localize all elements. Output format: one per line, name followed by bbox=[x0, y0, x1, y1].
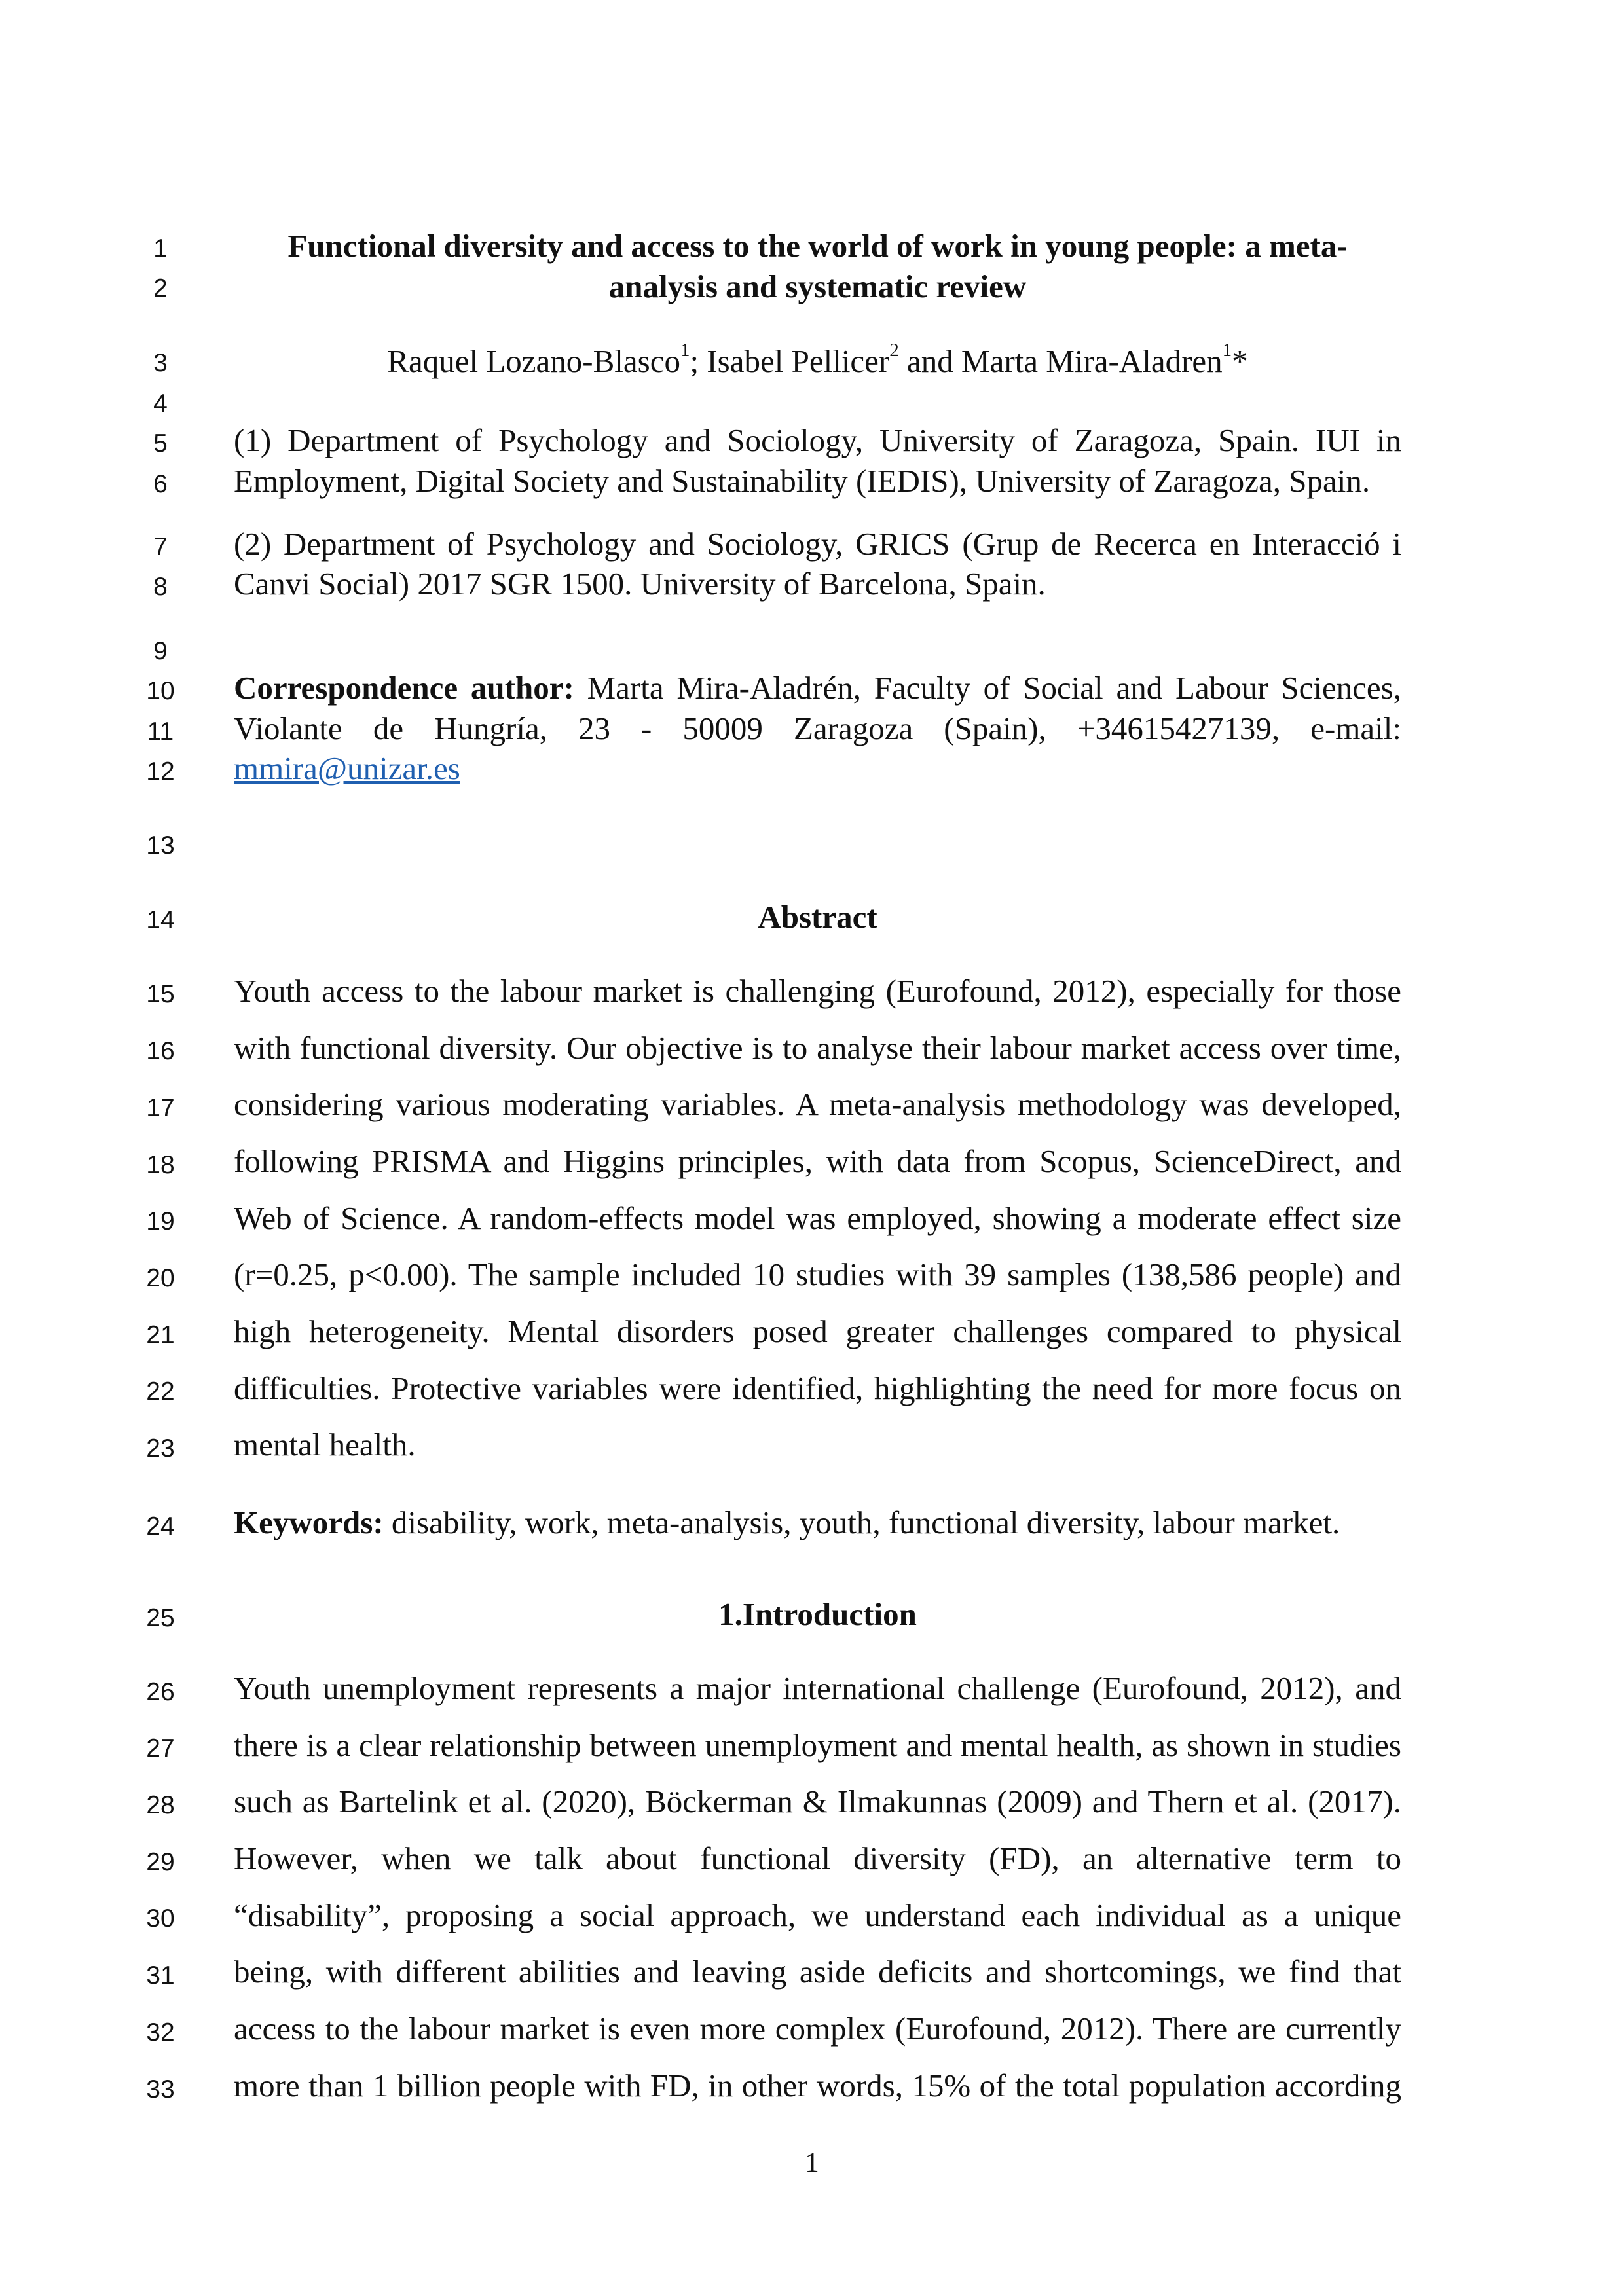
keywords-text: disability, work, meta-analysis, youth, functional diversity, labour market. bbox=[383, 1504, 1340, 1540]
line-number: 27 bbox=[146, 1734, 175, 1762]
body-line: more than 1 billion people with FD, in other words, 15% of the total population according bbox=[234, 2068, 1401, 2104]
abstract-line: Youth access to the labour market is challenging (Eurofound, 2012), especially for those bbox=[234, 973, 1401, 1009]
line-number: 12 bbox=[146, 757, 175, 786]
line-number: 31 bbox=[146, 1961, 175, 1990]
affiliation-marker: 2 bbox=[889, 340, 899, 361]
email-link[interactable]: mmira@unizar.es bbox=[234, 750, 460, 786]
line-number: 15 bbox=[146, 980, 175, 1008]
body-line: being, with different abilities and leaving aside deficits and shortcomings, we find that bbox=[234, 1954, 1401, 1990]
line-number: 11 bbox=[147, 718, 174, 746]
paper-title-line: Functional diversity and access to the world of work in young people: a meta- bbox=[287, 228, 1348, 264]
correspondence-line bbox=[234, 752, 1401, 784]
line-number: 24 bbox=[146, 1512, 175, 1540]
affiliation-line: Canvi Social) 2017 SGR 1500. University of Barcelona, Spain. bbox=[234, 566, 1046, 602]
author-name: Raquel Lozano-Blasco bbox=[387, 343, 680, 379]
abstract-line: Web of Science. A random-effects model was employed, showing a moderate effect size bbox=[234, 1200, 1401, 1236]
line-number: 8 bbox=[153, 573, 168, 601]
line-number: 29 bbox=[146, 1848, 175, 1876]
keywords-label: Keywords: bbox=[234, 1504, 384, 1540]
author-name: and Marta Mira-Aladren bbox=[898, 343, 1223, 379]
body-line: access to the labour market is even more complex (Eurofound, 2012). There are currently bbox=[234, 2011, 1401, 2047]
line-number: 18 bbox=[146, 1151, 175, 1179]
line-number: 33 bbox=[146, 2075, 175, 2104]
affiliation-line: (1) Department of Psychology and Sociology, University of Zaragoza, Spain. IUI in bbox=[234, 422, 1401, 458]
abstract-line: mental health. bbox=[234, 1427, 416, 1463]
line-number: 3 bbox=[153, 349, 168, 377]
line-number: 21 bbox=[146, 1321, 175, 1349]
keywords-line bbox=[234, 1506, 1401, 1539]
abstract-line: with functional diversity. Our objective is to analyse their labour market access over time, bbox=[234, 1030, 1401, 1066]
author-list bbox=[234, 340, 1401, 379]
author-name: ; Isabel Pellicer bbox=[690, 343, 890, 379]
abstract-line: following PRISMA and Higgins principles, with data from Scopus, ScienceDirect, and bbox=[234, 1143, 1401, 1179]
paper-title-line: analysis and systematic review bbox=[608, 268, 1027, 304]
line-number: 9 bbox=[153, 637, 168, 665]
affiliation-marker: 1 bbox=[680, 340, 690, 361]
correspondence-label: Correspondence author: bbox=[234, 670, 574, 706]
line-number: 17 bbox=[146, 1094, 175, 1122]
line-number: 10 bbox=[146, 677, 175, 705]
line-number: 1 bbox=[153, 234, 168, 263]
abstract-heading: Abstract bbox=[758, 899, 877, 935]
line-number: 30 bbox=[146, 1904, 175, 1933]
line-number: 23 bbox=[146, 1434, 175, 1463]
line-number: 7 bbox=[153, 533, 168, 561]
line-number: 22 bbox=[146, 1377, 175, 1406]
page-number: 1 bbox=[805, 2147, 819, 2178]
body-line: “disability”, proposing a social approach, we understand each individual as a unique bbox=[234, 1897, 1401, 1933]
correspondence-line: Violante de Hungría, 23 - 50009 Zaragoza (Spain), +34615427139, e-mail: bbox=[234, 710, 1401, 746]
line-number: 16 bbox=[146, 1037, 175, 1065]
body-line: such as Bartelink et al. (2020), Böckerman & Ilmakunnas (2009) and Thern et al. (2017). bbox=[234, 1783, 1401, 1819]
affiliation-line: (2) Department of Psychology and Sociology, GRICS (Grup de Recerca en Interacció i bbox=[234, 526, 1401, 562]
line-number: 6 bbox=[153, 470, 168, 498]
abstract-line: difficulties. Protective variables were identified, highlighting the need for more focus on bbox=[234, 1370, 1401, 1406]
affiliation-marker: 1 bbox=[1222, 340, 1232, 361]
line-number: 32 bbox=[146, 2018, 175, 2047]
body-line: there is a clear relationship between unemployment and mental health, as shown in studies bbox=[234, 1727, 1401, 1763]
line-number: 2 bbox=[153, 274, 168, 302]
line-number: 26 bbox=[146, 1678, 175, 1706]
line-number: 20 bbox=[146, 1264, 175, 1292]
line-number: 14 bbox=[146, 906, 175, 934]
affiliation-line: Employment, Digital Society and Sustainability (IEDIS), University of Zaragoza, Spain. bbox=[234, 463, 1371, 499]
correspondence-line bbox=[234, 672, 1401, 704]
correspondence-text: Marta Mira-Aladrén, Faculty of Social and Labour Sciences, bbox=[574, 670, 1402, 706]
line-number: 4 bbox=[153, 390, 168, 418]
line-number: 13 bbox=[146, 831, 175, 860]
corresponding-marker: * bbox=[1232, 343, 1248, 379]
abstract-line: considering various moderating variables. A meta-analysis methodology was developed, bbox=[234, 1086, 1401, 1122]
line-number: 19 bbox=[146, 1207, 175, 1235]
abstract-line: (r=0.25, p<0.00). The sample included 10 studies with 39 samples (138,586 people) and bbox=[234, 1256, 1401, 1292]
line-number: 28 bbox=[146, 1791, 175, 1819]
line-number: 5 bbox=[153, 429, 168, 458]
section-heading-introduction: 1.Introduction bbox=[718, 1596, 917, 1632]
line-number: 25 bbox=[146, 1604, 175, 1632]
abstract-line: high heterogeneity. Mental disorders posed greater challenges compared to physical bbox=[234, 1313, 1401, 1349]
body-line: Youth unemployment represents a major international challenge (Eurofound, 2012), and bbox=[234, 1670, 1401, 1706]
body-line: However, when we talk about functional diversity (FD), an alternative term to bbox=[234, 1840, 1401, 1876]
